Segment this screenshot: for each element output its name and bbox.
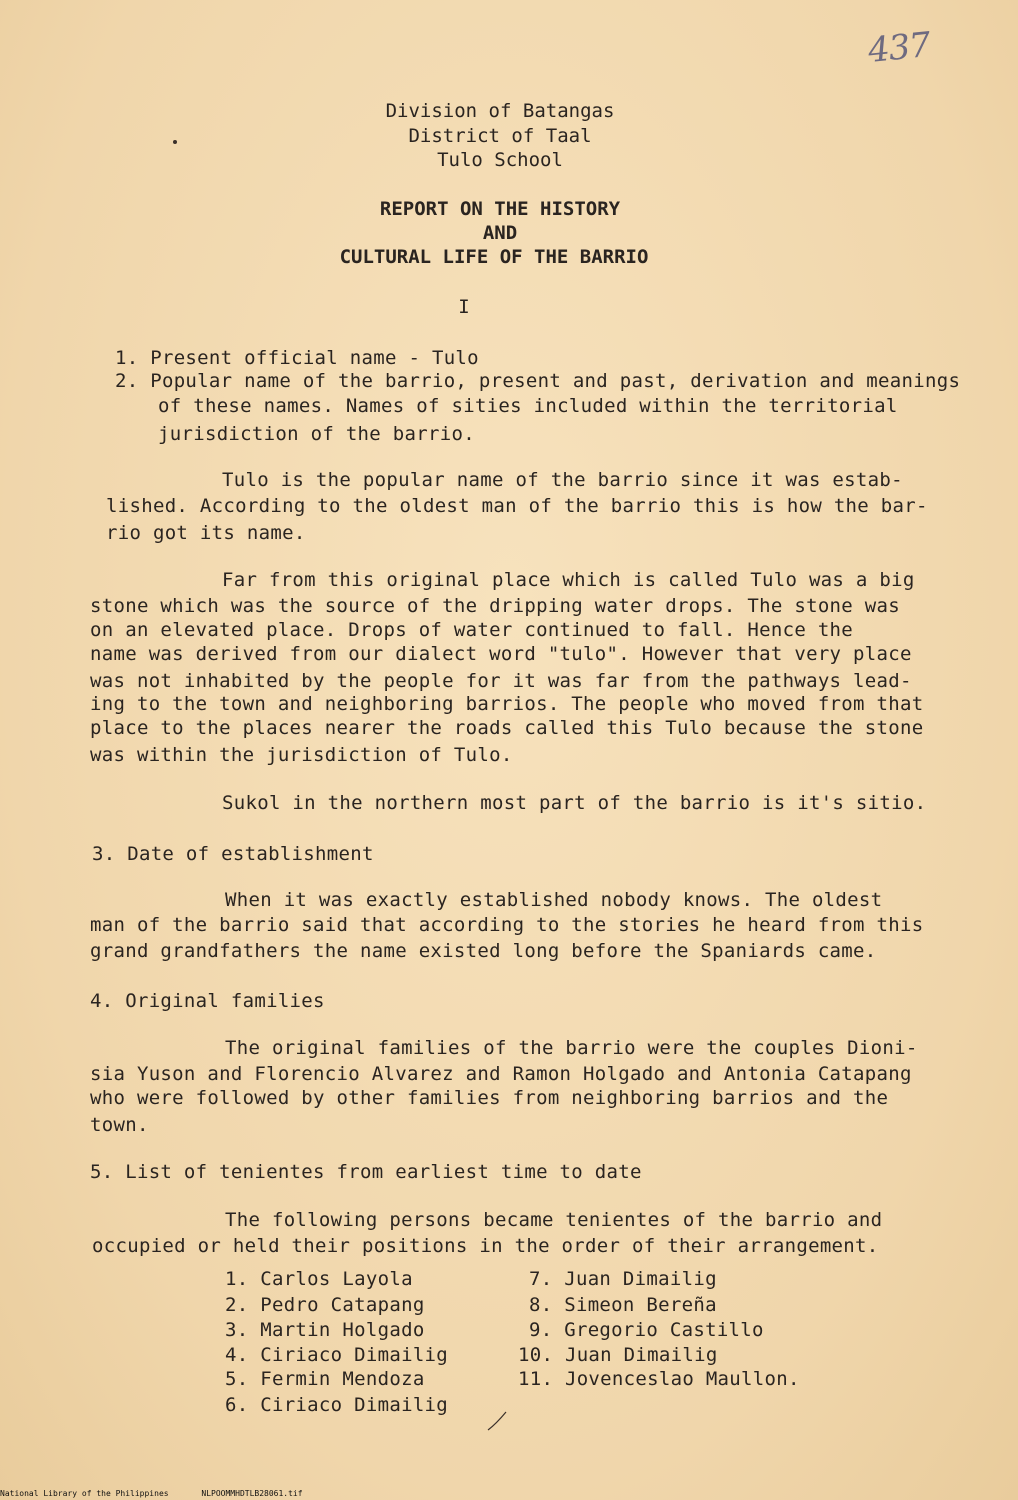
scan-footer: [0, 1489, 331, 1498]
question-3: 3. Date of establishment: [92, 843, 374, 865]
paragraph-5-line4: town.: [90, 1114, 149, 1136]
paragraph-2-line6: ing to the town and neighboring barrios. The people who moved from that: [90, 693, 924, 715]
teniente-list-item: 11. Jovenceslao Maullon.: [518, 1368, 800, 1390]
question-4: 4. Original families: [90, 990, 325, 1012]
paragraph-2-line4: name was derived from our dialect word "tulo". However that very place: [90, 643, 912, 665]
teniente-list-item: 9. Gregorio Castillo: [529, 1319, 764, 1341]
paragraph-2-line3: on an elevated place. Drops of water continued to fall. Hence the: [90, 619, 854, 641]
teniente-list-item: 8. Simeon Bereña: [529, 1294, 717, 1316]
part-numeral: I: [458, 296, 470, 318]
paragraph-5-line3: who were followed by other families from neighboring barrios and the: [90, 1087, 889, 1109]
paragraph-2-line1: Far from this original place which is called Tulo was a big: [222, 569, 915, 591]
question-2-line3: jurisdiction of the barrio.: [158, 423, 475, 445]
report-title-line1: REPORT ON THE HISTORY: [379, 198, 621, 220]
paragraph-4-line3: grand grandfathers the name existed long before the Spaniards came.: [90, 940, 877, 962]
paragraph-1-line2: lished. According to the oldest man of the barrio this is how the bar-: [106, 495, 928, 517]
footer-library: National Library of the Philippines: [0, 1489, 169, 1498]
paragraph-6-line1: The following persons became tenientes of the barrio and: [225, 1209, 883, 1231]
question-5: 5. List of tenientes from earliest time to date: [90, 1161, 642, 1183]
teniente-list-item: 4. Ciriaco Dimailig: [225, 1344, 449, 1366]
teniente-list-item: 7. Juan Dimailig: [529, 1268, 717, 1290]
paragraph-2-line8: was within the jurisdiction of Tulo.: [90, 744, 513, 766]
teniente-list-item: 1. Carlos Layola: [225, 1268, 413, 1290]
report-title-line3: CULTURAL LIFE OF THE BARRIO: [339, 246, 649, 268]
paragraph-2-line7: place to the places nearer the roads called this Tulo because the stone: [90, 717, 924, 739]
teniente-list-item: 2. Pedro Catapang: [225, 1294, 425, 1316]
question-2-line1: 2. Popular name of the barrio, present and past, derivation and meanings: [115, 370, 961, 392]
paragraph-5-line1: The original families of the barrio were the couples Dioni-: [225, 1037, 918, 1059]
paragraph-6-line2: occupied or held their positions in the order of their arrangement.: [92, 1235, 879, 1257]
paragraph-1-line1: Tulo is the popular name of the barrio since it was estab-: [222, 469, 903, 491]
division-heading: Division of Batangas: [385, 100, 615, 122]
teniente-list-item: 5. Fermin Mendoza: [225, 1368, 425, 1390]
paragraph-5-line2: sia Yuson and Florencio Alvarez and Ramon Holgado and Antonia Catapang: [90, 1063, 912, 1085]
school-heading: Tulo School: [437, 149, 563, 171]
paragraph-4-line2: man of the barrio said that according to the stories he heard from this: [90, 914, 924, 936]
paragraph-1-line3: rio got its name.: [106, 522, 306, 544]
paragraph-3: Sukol in the northern most part of the barrio is it's sitio.: [222, 792, 927, 814]
paragraph-2-line5: was not inhabited by the people for it was far from the pathways lead-: [90, 670, 912, 692]
district-heading: District of Taal: [408, 125, 592, 147]
handwritten-page-number: 437: [866, 24, 932, 72]
paragraph-2-line2: stone which was the source of the dripping water drops. The stone was: [90, 595, 900, 617]
teniente-list-item: 3. Martin Holgado: [225, 1319, 425, 1341]
footer-filename: NLPOOMMHDTLB28061.tif: [201, 1489, 303, 1498]
report-title-line2: AND: [482, 222, 518, 244]
question-2-line2: of these names. Names of sities included within the territorial: [158, 395, 898, 417]
pen-tick-mark: [486, 1410, 510, 1434]
teniente-list-item: 6. Ciriaco Dimailig: [225, 1394, 449, 1416]
paragraph-4-line1: When it was exactly established nobody knows. The oldest: [225, 889, 883, 911]
question-1: 1. Present official name - Tulo: [115, 347, 479, 369]
teniente-list-item: 10. Juan Dimailig: [518, 1344, 718, 1366]
